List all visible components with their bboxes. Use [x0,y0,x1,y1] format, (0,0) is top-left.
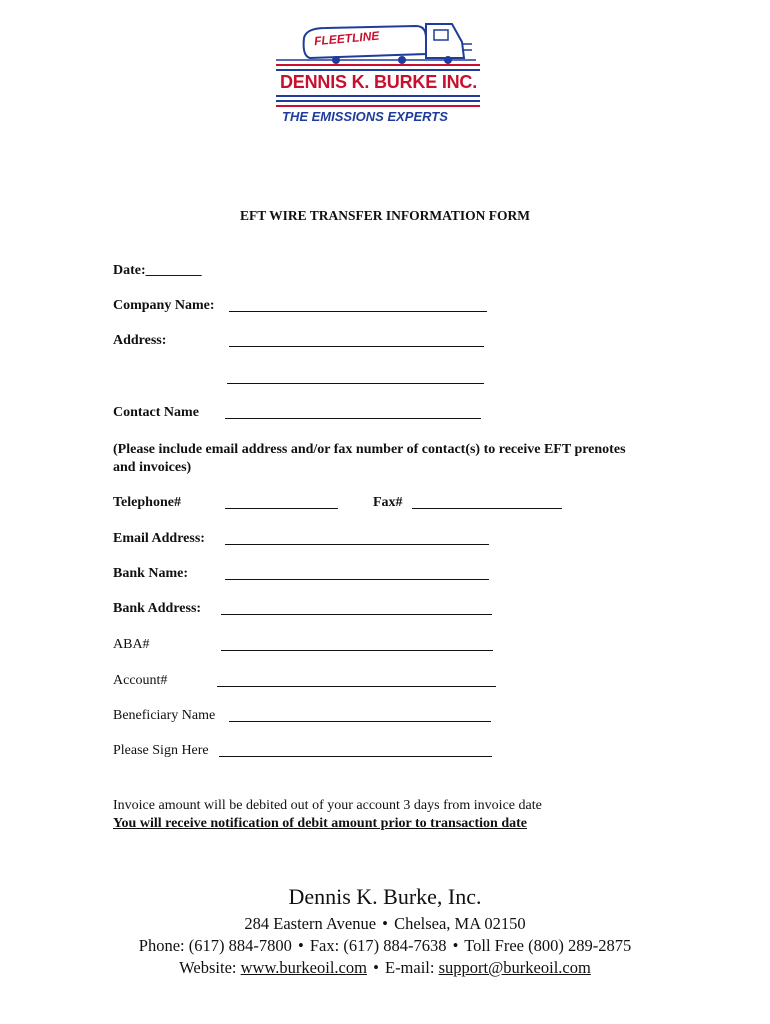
bank-name-label: Bank Name: [113,566,189,581]
company-logo [276,20,486,132]
signature-label: Please Sign Here [113,743,209,758]
logo-company-name: DENNIS K. BURKE INC. [280,72,478,92]
aba-blank[interactable] [221,637,493,651]
signature-blank[interactable] [219,743,492,757]
telephone-blank[interactable] [225,495,338,509]
contact-name-label: Contact Name [113,405,199,420]
bank-address-blank[interactable] [221,601,492,615]
bullet-separator: • [373,958,379,977]
email-label: Email Address: [113,531,205,546]
footer-city: Chelsea, MA 02150 [394,914,526,933]
bank-name-blank[interactable] [225,566,489,580]
account-label: Account# [113,673,168,688]
fax-blank[interactable] [412,495,562,509]
address-blank-1[interactable] [229,333,484,347]
email-link[interactable]: support@burkeoil.com [438,958,591,977]
logo-tagline: THE EMISSIONS EXPERTS [282,109,448,124]
address-blank-2[interactable] [227,370,484,384]
footer-street: 284 Eastern Avenue [244,914,377,933]
bullet-separator: • [452,936,459,955]
website-link[interactable]: www.burkeoil.com [240,958,367,977]
aba-label: ABA# [113,637,150,652]
bank-address-label: Bank Address: [113,601,202,616]
website-label: Website: [179,958,237,977]
telephone-label: Telephone# [113,495,181,510]
debit-notice: Invoice amount will be debited out of your account 3 days from invoice date [113,798,542,813]
footer-toll-free: Toll Free (800) 289-2875 [464,936,632,955]
address-label: Address: [113,333,167,348]
fleetline-script-mark [312,26,402,48]
bullet-separator: • [297,936,304,955]
beneficiary-blank[interactable] [229,708,491,722]
notification-notice: You will receive notification of debit amount prior to transaction date [113,816,528,831]
footer-address [0,914,770,934]
company-name-label: Company Name: [113,298,215,313]
bullet-separator: • [382,914,388,933]
footer-fax: Fax: (617) 884-7638 [309,936,447,955]
fax-label: Fax# [373,495,403,510]
email-contact-label: E-mail: [384,958,435,977]
form-title: EFT WIRE TRANSFER INFORMATION FORM [239,208,531,223]
footer-phones [0,936,770,956]
contact-name-blank[interactable] [225,405,481,419]
fleetline-script-text: FLEETLINE [313,28,380,48]
footer-company-name: Dennis K. Burke, Inc. [288,884,482,909]
account-blank[interactable] [217,673,496,687]
footer-web [0,958,770,978]
company-name-blank[interactable] [229,298,487,312]
date-label: Date:________ [113,263,202,278]
contact-note: (Please include email address and/or fax number of contact(s) to receive EFT prenotes and invoices) [113,442,626,475]
beneficiary-label: Beneficiary Name [113,708,216,723]
footer-phone: Phone: (617) 884-7800 [138,936,292,955]
email-blank[interactable] [225,531,489,545]
